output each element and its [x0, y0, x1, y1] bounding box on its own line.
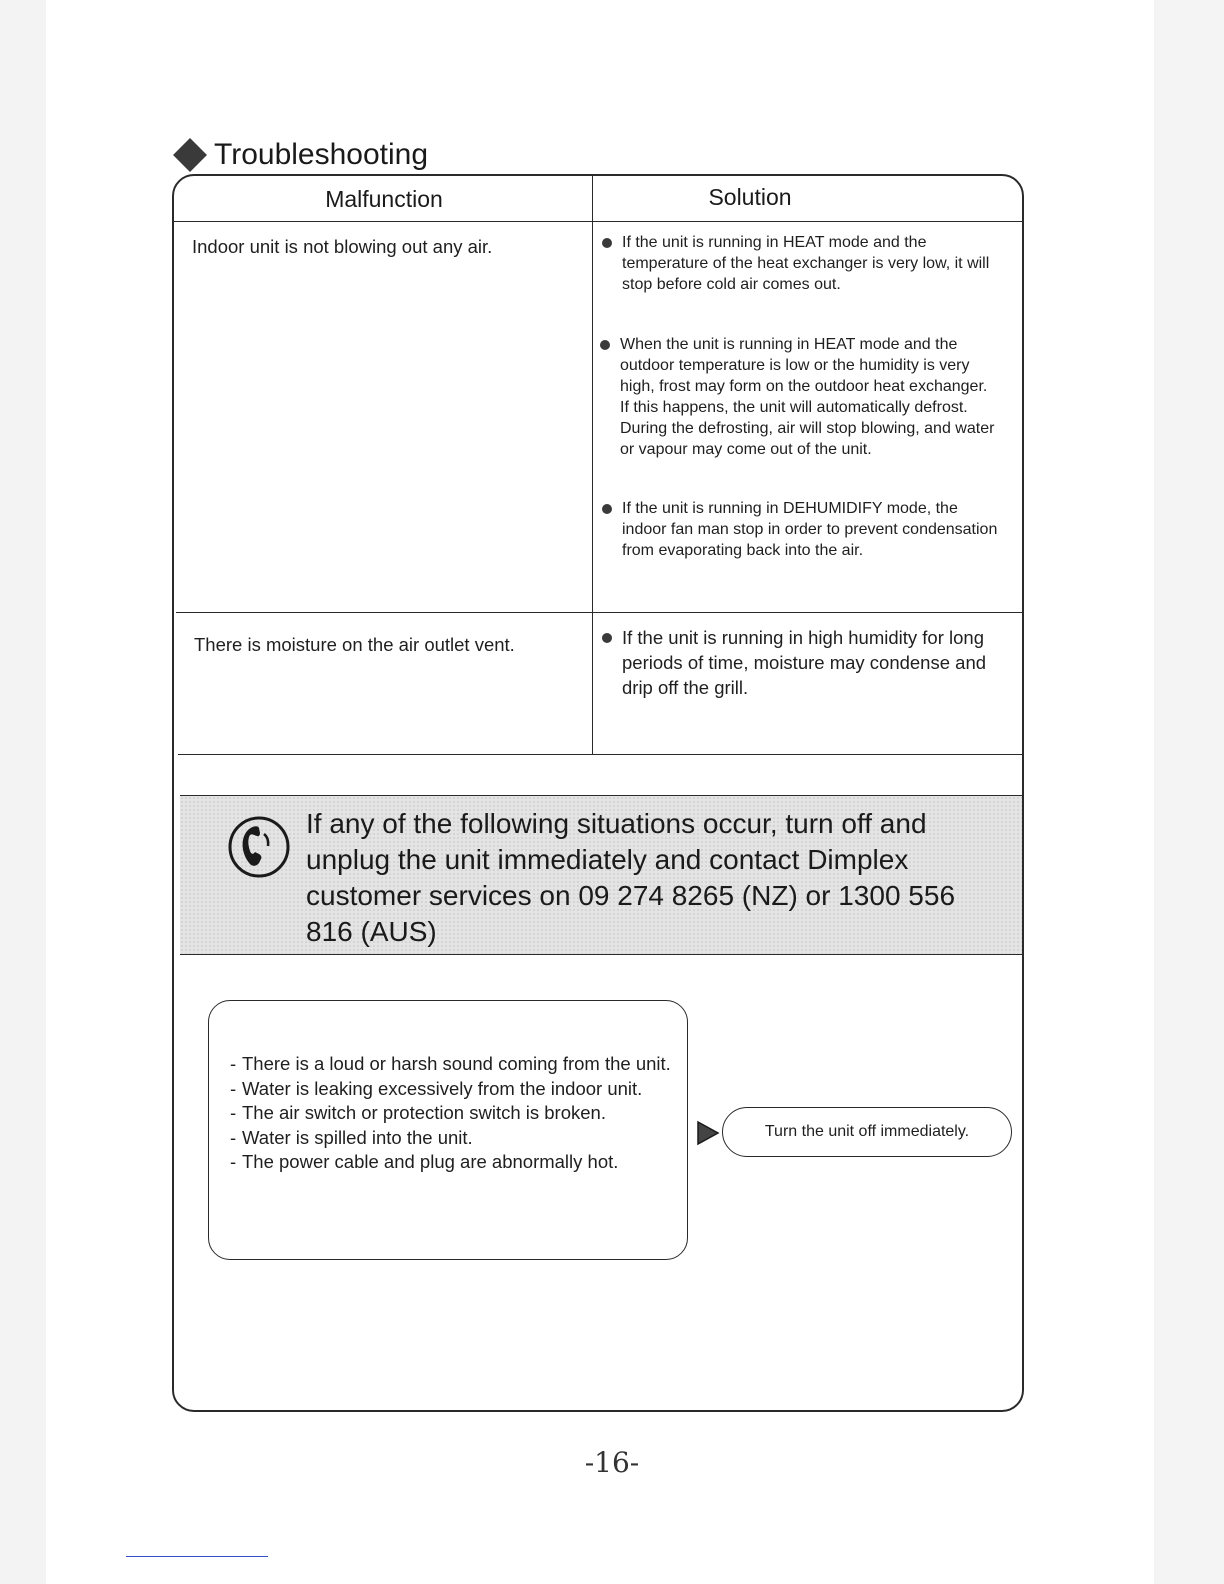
- section-heading: [174, 133, 428, 177]
- situation-item: - Water is leaking excessively from the indoor unit.: [230, 1077, 643, 1099]
- solution-item: [602, 232, 992, 295]
- solution-text: If the unit is running in DEHUMIDIFY mode, the indoor fan man stop in order to prevent condensation from evaporating back into the air.: [622, 500, 998, 559]
- column-divider: [592, 176, 593, 754]
- row-divider: [176, 612, 1022, 613]
- bullet-icon: [600, 340, 610, 350]
- solution-item: [602, 625, 1016, 700]
- arrow-right-icon: [696, 1120, 720, 1146]
- solution-item: [602, 498, 1002, 561]
- malfunction-cell: Indoor unit is not blowing out any air.: [192, 236, 493, 257]
- action-pill: [722, 1107, 1012, 1157]
- section-title: Troubleshooting: [214, 138, 429, 171]
- diamond-bullet-icon: [173, 138, 207, 172]
- solution-item: [600, 334, 996, 460]
- solution-header: Solution: [708, 184, 792, 210]
- situations-list: [230, 1052, 680, 1175]
- row-divider-bottom: [178, 754, 1022, 755]
- situation-item: - There is a loud or harsh sound coming from the unit.: [230, 1053, 671, 1074]
- bullet-icon: [602, 238, 612, 248]
- page-number: -16-: [584, 1446, 640, 1479]
- page-margin-shade-right: [1154, 0, 1224, 1584]
- phone-icon: [226, 814, 292, 880]
- solution-text: If the unit is running in high humidity for long periods of time, moisture may condense and drip off the grill.: [622, 627, 987, 698]
- situation-item: - The power cable and plug are abnormally hot.: [230, 1151, 619, 1172]
- situation-item: - The air switch or protection switch is broken.: [230, 1102, 606, 1123]
- situation-item: - Water is spilled into the unit.: [230, 1126, 473, 1148]
- action-text: Turn the unit off immediately.: [764, 1123, 970, 1140]
- page-margin-shade: [0, 0, 46, 1584]
- header-divider: [174, 221, 1022, 222]
- footer-link-rule: [126, 1556, 268, 1557]
- malfunction-header: Malfunction: [325, 186, 443, 212]
- solution-text: If the unit is running in HEAT mode and the temperature of the heat exchanger is very low, it will stop before cold air comes out.: [622, 234, 990, 293]
- bullet-icon: [602, 504, 612, 514]
- malfunction-cell: There is moisture on the air outlet vent.: [194, 634, 515, 655]
- solution-text: When the unit is running in HEAT mode and the outdoor temperature is low or the humidity is very high, frost may form on the outdoor heat exchanger. If this happens, the unit will automatically defrost. During the defrosting, air will stop blowing, and water or vapour may come out of the unit.: [620, 336, 995, 458]
- warning-text: If any of the following situations occur, turn off and unplug the unit immediately and contact Dimplex customer services on 09 274 8265 (NZ) or 1300 556 816 (AUS): [306, 808, 956, 947]
- bullet-icon: [602, 633, 612, 643]
